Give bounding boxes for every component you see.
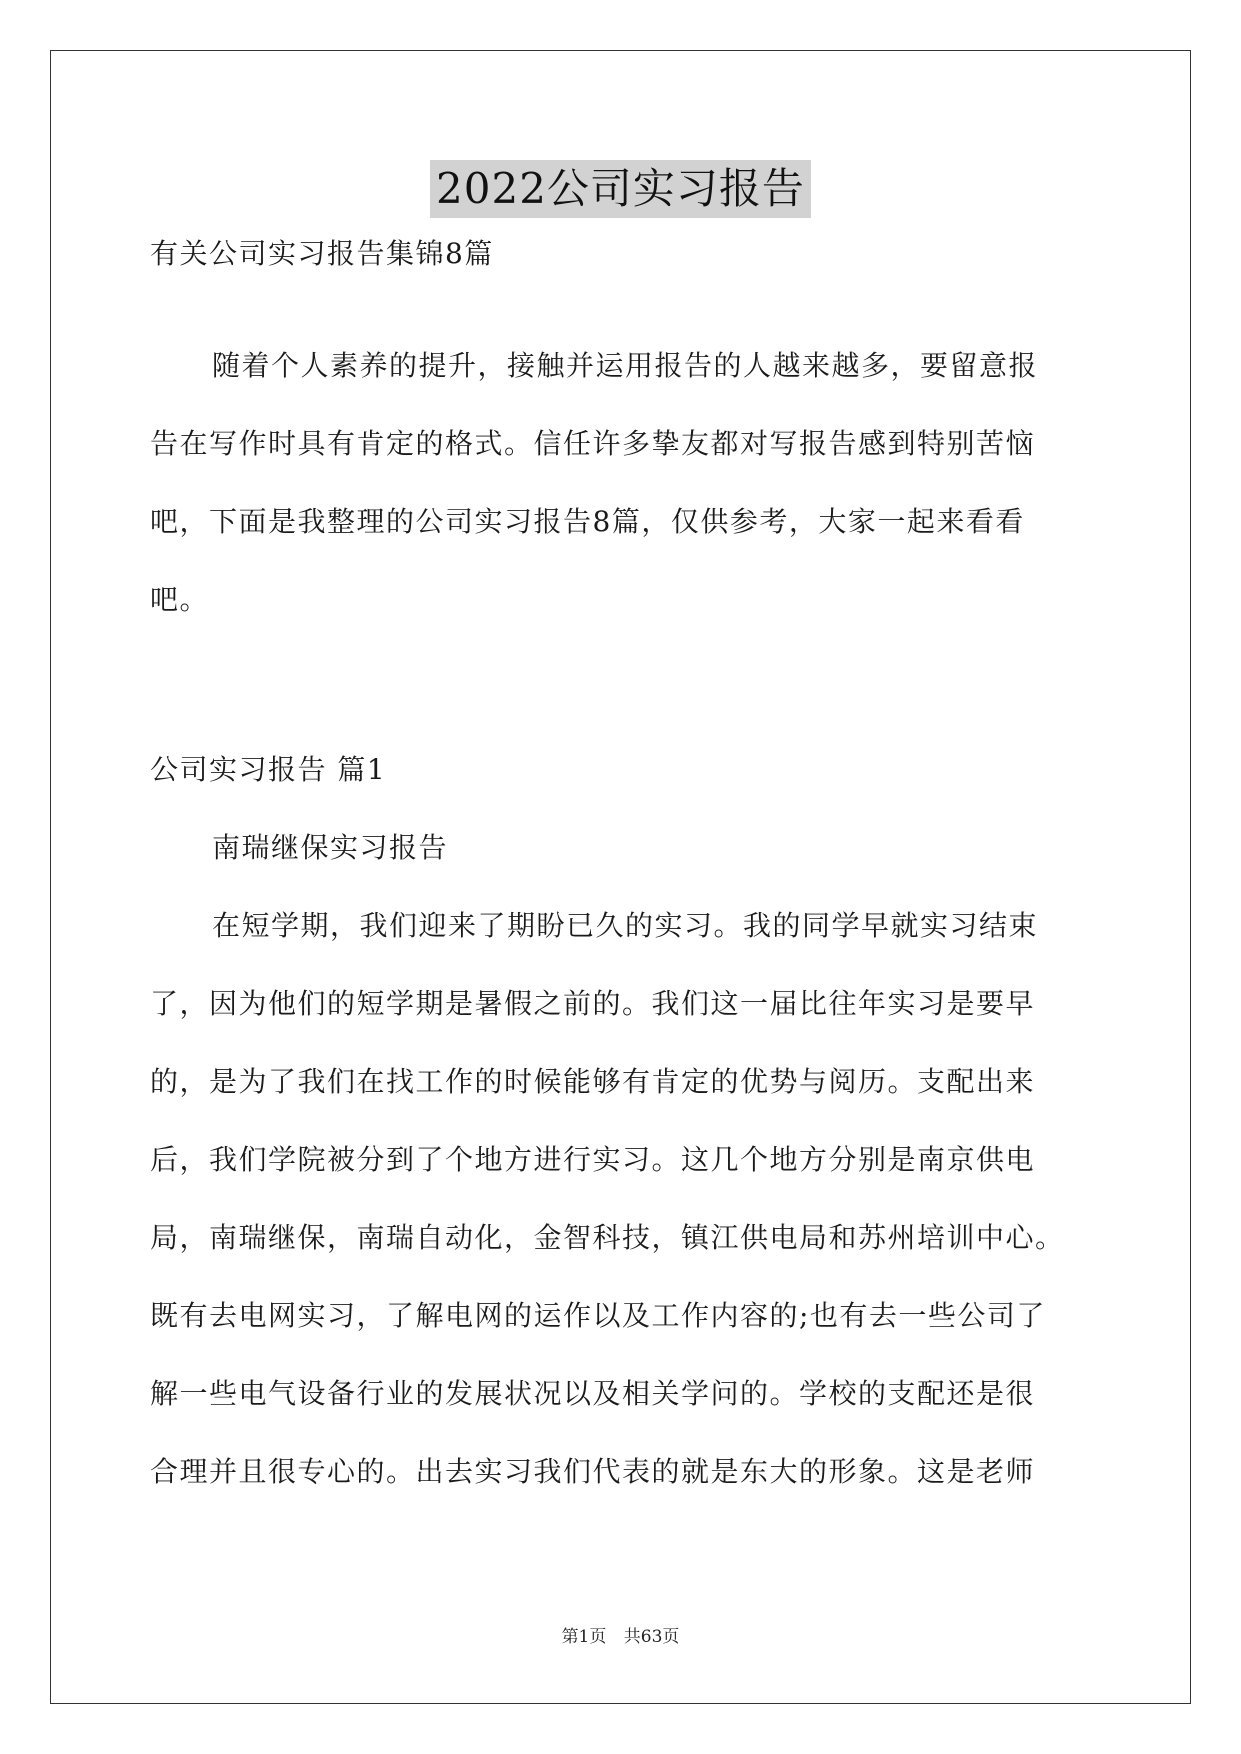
body-line: 后，我们学院被分到了个地方进行实习。这几个地方分别是南京供电 bbox=[150, 1143, 1036, 1176]
intro-line: 吧，下面是我整理的公司实习报告8篇，仅供参考，大家一起来看看 bbox=[150, 505, 1025, 538]
body-line: 的，是为了我们在找工作的时候能够有肯定的优势与阅历。支配出来 bbox=[150, 1065, 1036, 1098]
body-line: 合理并且很专心的。出去实习我们代表的就是东大的形象。这是老师 bbox=[150, 1455, 1036, 1488]
document-subtitle: 有关公司实习报告集锦8篇 bbox=[150, 237, 494, 270]
body-line: 解一些电气设备行业的发展状况以及相关学问的。学校的支配还是很 bbox=[150, 1377, 1036, 1410]
page-total: 共63页 bbox=[623, 1627, 680, 1647]
intro-line: 随着个人素养的提升，接触并运用报告的人越来越多，要留意报 bbox=[212, 349, 1039, 382]
intro-line: 吧。 bbox=[150, 583, 210, 616]
page-number: 第1页 bbox=[561, 1627, 607, 1647]
body-line: 既有去电网实习，了解电网的运作以及工作内容的;也有去一些公司了 bbox=[150, 1299, 1046, 1332]
document-title: 2022公司实习报告 bbox=[430, 160, 811, 218]
body-line: 局，南瑞继保，南瑞自动化，金智科技，镇江供电局和苏州培训中心。 bbox=[150, 1221, 1065, 1254]
page-footer bbox=[0, 1626, 1241, 1648]
section-heading: 公司实习报告 篇1 bbox=[150, 753, 387, 786]
title-container bbox=[0, 160, 1241, 218]
section-subheading: 南瑞继保实习报告 bbox=[212, 831, 449, 864]
body-line: 了，因为他们的短学期是暑假之前的。我们这一届比往年实习是要早 bbox=[150, 987, 1036, 1020]
intro-line: 告在写作时具有肯定的格式。信任许多挚友都对写报告感到特别苦恼 bbox=[150, 427, 1036, 460]
body-line: 在短学期，我们迎来了期盼已久的实习。我的同学早就实习结束 bbox=[212, 909, 1039, 942]
